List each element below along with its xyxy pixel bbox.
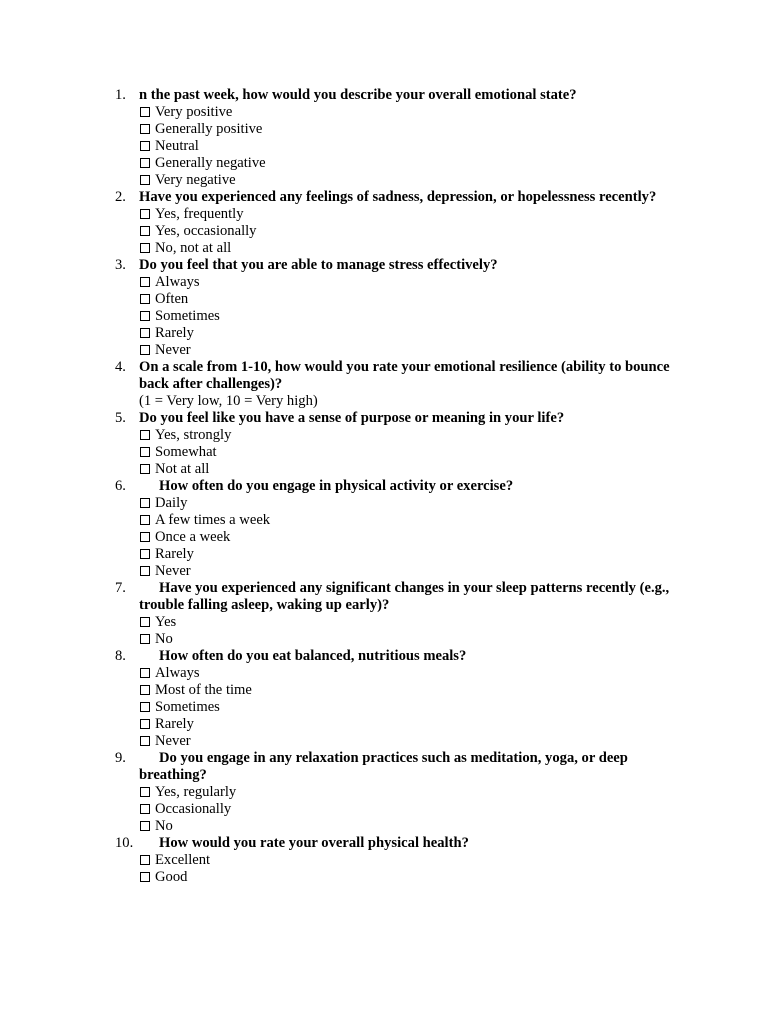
- answer-option-label: Somewhat: [155, 444, 217, 460]
- answer-option[interactable]: [139, 444, 679, 461]
- answer-option-label: Always: [155, 274, 200, 290]
- checkbox-icon[interactable]: [140, 634, 150, 644]
- question-note: (1 = Very low, 10 = Very high): [139, 393, 318, 409]
- answer-option-label: Excellent: [155, 852, 211, 868]
- answer-option-label: Rarely: [155, 546, 194, 562]
- answer-option[interactable]: [139, 716, 679, 733]
- answer-option-label: Yes: [155, 614, 177, 630]
- checkbox-icon[interactable]: [140, 617, 150, 627]
- checkbox-icon[interactable]: [140, 532, 150, 542]
- answer-option[interactable]: [139, 495, 679, 512]
- answer-option[interactable]: [139, 529, 679, 546]
- answer-option[interactable]: [139, 427, 679, 444]
- answer-option[interactable]: [139, 325, 679, 342]
- question-number: 9.: [115, 750, 126, 766]
- question-number: 3.: [115, 257, 126, 273]
- checkbox-icon[interactable]: [140, 107, 150, 117]
- checkbox-icon[interactable]: [140, 447, 150, 457]
- answer-option[interactable]: [139, 274, 679, 291]
- answer-option[interactable]: [139, 291, 679, 308]
- checkbox-icon[interactable]: [140, 311, 150, 321]
- checkbox-icon[interactable]: [140, 226, 150, 236]
- answer-option[interactable]: [139, 563, 679, 580]
- answer-option-label: No: [155, 631, 173, 647]
- answer-option[interactable]: [139, 699, 679, 716]
- answer-option-label: Occasionally: [155, 801, 232, 817]
- answer-option-label: Generally negative: [155, 155, 266, 171]
- question-4: [0, 359, 679, 410]
- checkbox-icon[interactable]: [140, 430, 150, 440]
- answer-option-label: Yes, frequently: [155, 206, 244, 222]
- checkbox-icon[interactable]: [140, 175, 150, 185]
- questionnaire: [0, 87, 768, 886]
- answer-option[interactable]: [139, 818, 679, 835]
- answer-option-label: Rarely: [155, 716, 194, 732]
- checkbox-icon[interactable]: [140, 464, 150, 474]
- question-8: [0, 648, 679, 750]
- answer-option-label: Generally positive: [155, 121, 263, 137]
- answer-option-label: Rarely: [155, 325, 194, 341]
- question-2: [0, 189, 679, 257]
- answer-option[interactable]: [139, 461, 679, 478]
- question-number: 2.: [115, 189, 126, 205]
- answer-option[interactable]: [139, 665, 679, 682]
- question-number: 6.: [115, 478, 126, 494]
- question-text: Have you experienced any feelings of sadness, depression, or hopelessness recently?: [139, 189, 657, 205]
- answer-option[interactable]: [139, 121, 679, 138]
- answer-option-label: Often: [155, 291, 189, 307]
- question-text: Do you feel like you have a sense of purpose or meaning in your life?: [139, 410, 565, 426]
- checkbox-icon[interactable]: [140, 141, 150, 151]
- answer-option[interactable]: [139, 852, 679, 869]
- answer-option[interactable]: [139, 172, 679, 189]
- question-number: 4.: [115, 359, 126, 375]
- checkbox-icon[interactable]: [140, 243, 150, 253]
- question-number: 5.: [115, 410, 126, 426]
- checkbox-icon[interactable]: [140, 855, 150, 865]
- answer-option[interactable]: [139, 223, 679, 240]
- answer-option-label: Always: [155, 665, 200, 681]
- answer-option-label: Not at all: [155, 461, 210, 477]
- answer-option[interactable]: [139, 682, 679, 699]
- answer-option-label: No, not at all: [155, 240, 232, 256]
- answer-option-label: Very positive: [155, 104, 233, 120]
- answer-option-label: Never: [155, 733, 191, 749]
- question-number: 1.: [115, 87, 126, 103]
- answer-option-label: Very negative: [155, 172, 236, 188]
- answer-option-label: Most of the time: [155, 682, 252, 698]
- question-text: How often do you eat balanced, nutritious meals?: [159, 648, 467, 664]
- checkbox-icon[interactable]: [140, 872, 150, 882]
- answer-option[interactable]: [139, 240, 679, 257]
- answer-option[interactable]: [139, 308, 679, 325]
- checkbox-icon[interactable]: [140, 515, 150, 525]
- answer-option[interactable]: [139, 733, 679, 750]
- answer-option[interactable]: [139, 614, 679, 631]
- answer-option[interactable]: [139, 155, 679, 172]
- checkbox-icon[interactable]: [140, 804, 150, 814]
- checkbox-icon[interactable]: [140, 345, 150, 355]
- answer-option[interactable]: [139, 206, 679, 223]
- answer-option-label: Never: [155, 342, 191, 358]
- checkbox-icon[interactable]: [140, 736, 150, 746]
- checkbox-icon[interactable]: [140, 668, 150, 678]
- answer-option[interactable]: [139, 342, 679, 359]
- answer-option[interactable]: [139, 104, 679, 121]
- answer-option-label: Sometimes: [155, 308, 220, 324]
- checkbox-icon[interactable]: [140, 277, 150, 287]
- question-3: [0, 257, 679, 359]
- checkbox-icon[interactable]: [140, 158, 150, 168]
- answer-option[interactable]: [139, 546, 679, 563]
- question-5: [0, 410, 679, 478]
- answer-option-label: A few times a week: [155, 512, 271, 528]
- question-number: 8.: [115, 648, 126, 664]
- question-9: [0, 750, 679, 835]
- question-6: [0, 478, 679, 580]
- answer-option-label: No: [155, 818, 173, 834]
- checkbox-icon[interactable]: [140, 821, 150, 831]
- question-text: How often do you engage in physical activity or exercise?: [159, 478, 514, 494]
- answer-option[interactable]: [139, 784, 679, 801]
- question-number: 7.: [115, 580, 126, 596]
- answer-option-label: Neutral: [155, 138, 199, 154]
- answer-option-label: Yes, regularly: [155, 784, 237, 800]
- checkbox-icon[interactable]: [140, 328, 150, 338]
- question-1: [0, 87, 679, 189]
- question-text: Do you engage in any relaxation practices such as meditation, yoga, or deep breathing?: [139, 750, 628, 783]
- question-7: [0, 580, 679, 648]
- checkbox-icon[interactable]: [140, 685, 150, 695]
- answer-option-label: Yes, strongly: [155, 427, 232, 443]
- answer-option[interactable]: [139, 801, 679, 818]
- answer-option[interactable]: [139, 631, 679, 648]
- question-text: On a scale from 1-10, how would you rate your emotional resilience (ability to bounce back after challenges)?: [139, 359, 670, 392]
- checkbox-icon[interactable]: [140, 294, 150, 304]
- checkbox-icon[interactable]: [140, 702, 150, 712]
- answer-option[interactable]: [139, 512, 679, 529]
- answer-option-label: Yes, occasionally: [155, 223, 257, 239]
- answer-option-label: Good: [155, 869, 188, 885]
- checkbox-icon[interactable]: [140, 719, 150, 729]
- question-number: 10.: [115, 835, 134, 851]
- checkbox-icon[interactable]: [140, 549, 150, 559]
- checkbox-icon[interactable]: [140, 787, 150, 797]
- question-10: [0, 835, 679, 886]
- question-text: Have you experienced any significant changes in your sleep patterns recently (e.g., trouble falling asleep, waking up early)?: [139, 580, 670, 613]
- answer-option-label: Never: [155, 563, 191, 579]
- question-text: Do you feel that you are able to manage stress effectively?: [139, 257, 498, 273]
- checkbox-icon[interactable]: [140, 124, 150, 134]
- answer-option-label: Once a week: [155, 529, 231, 545]
- question-text: n the past week, how would you describe your overall emotional state?: [139, 87, 577, 103]
- answer-option-label: Sometimes: [155, 699, 220, 715]
- checkbox-icon[interactable]: [140, 209, 150, 219]
- answer-option-label: Daily: [155, 495, 188, 511]
- checkbox-icon[interactable]: [140, 566, 150, 576]
- question-text: How would you rate your overall physical health?: [159, 835, 469, 851]
- checkbox-icon[interactable]: [140, 498, 150, 508]
- answer-option[interactable]: [139, 869, 679, 886]
- answer-option[interactable]: [139, 138, 679, 155]
